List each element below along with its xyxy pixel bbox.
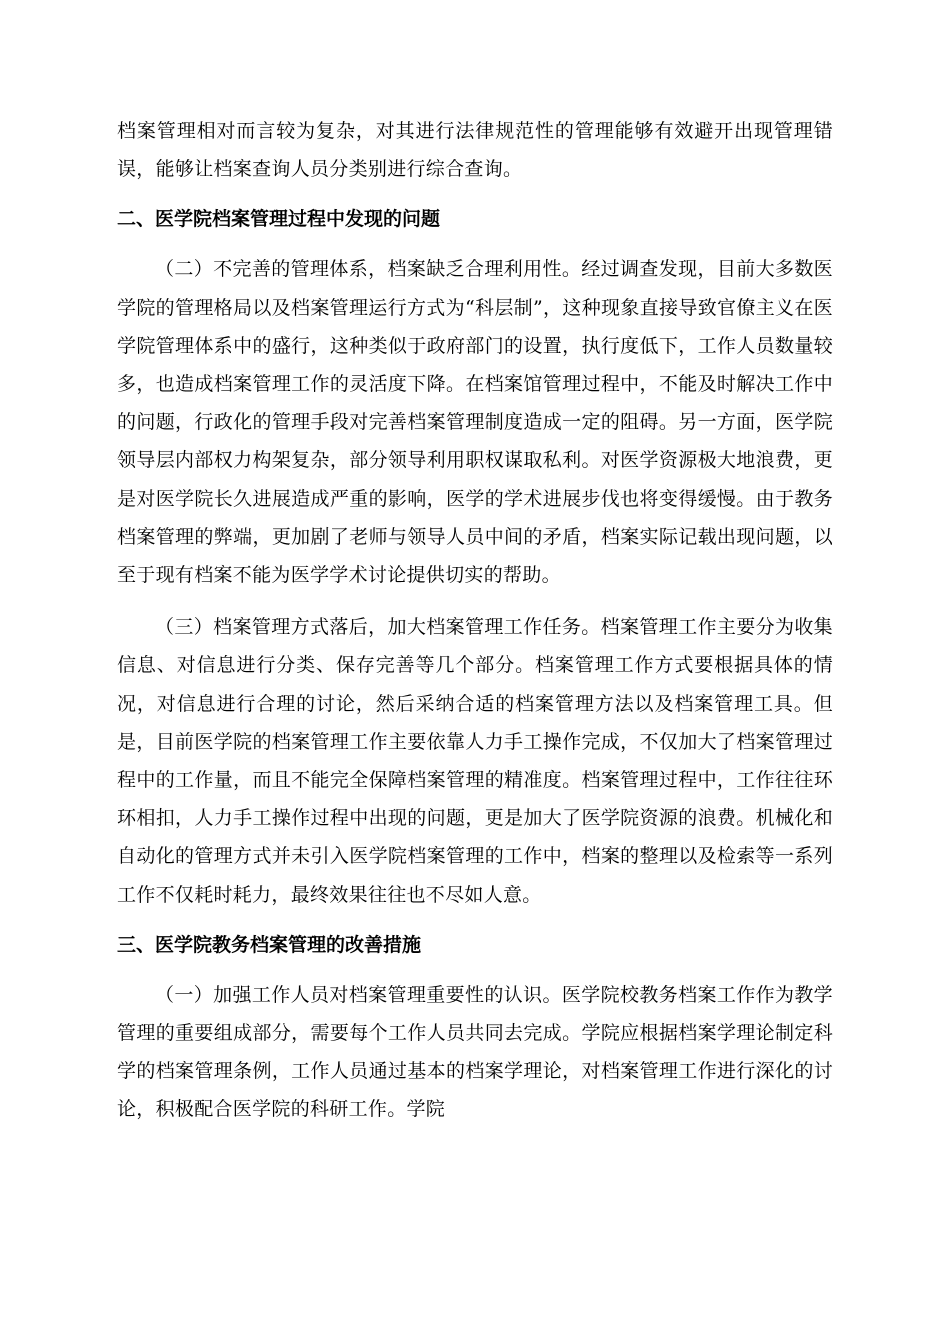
spacer bbox=[117, 594, 833, 608]
spacer bbox=[117, 914, 833, 926]
paragraph-2-3: （三）档案管理方式落后，加大档案管理工作任务。档案管理工作主要分为收集信息、对信息进行分类、保存完善等几个部分。档案管理工作方式要根据具体的情况，对信息进行合理的讨论，然后采纳合适的档案管理方法以及档案管理工具。但是，目前医学院的档案管理工作主要依靠人力手工操作完成，不仅加大了档案管理过程中的工作量，而且不能完全保障档案管理的精准度。档案管理过程中，工作往往环环相扣，人力手工操作过程中出现的问题，更是加大了医学院资源的浪费。机械化和自动化的管理方式并未引入医学院档案管理的工作中，档案的整理以及检索等一系列工作不仅耗时耗力，最终效果往往也不尽如人意。 bbox=[117, 616, 833, 906]
paragraph-3-1: （一）加强工作人员对档案管理重要性的认识。医学院校教务档案工作作为教学管理的重要组成部分，需要每个工作人员共同去完成。学院应根据档案学理论制定科学的档案管理条例，工作人员通过基本的档案学理论，对档案管理工作进行深化的讨论，积极配合医学院的科研工作。学院 bbox=[117, 983, 833, 1121]
spacer bbox=[117, 964, 833, 976]
section-heading-3: 三、医学院教务档案管理的改善措施 bbox=[117, 933, 422, 956]
paragraph-2-2: （二）不完善的管理体系，档案缺乏合理利用性。经过调查发现，目前大多数医学院的管理格局以及档案管理运行方式为“科层制”，这种现象直接导致官僚主义在医学院管理体系中的盛行，这种类似于政府部门的设置，执行度低下，工作人员数量较多，也造成档案管理工作的灵活度下降。在档案馆管理过程中，不能及时解决工作中的问题，行政化的管理手段对完善档案管理制度造成一定的阻碍。另一方面，医学院领导层内部权力构架复杂，部分领导利用职权谋取私利。对医学资源极大地浪费，更是对医学院长久进展造成严重的影响，医学的学术进展步伐也将变得缓慢。由于教务档案管理的弊端，更加剧了老师与领导人员中间的矛盾，档案实际记载出现问题，以至于现有档案不能为医学学术讨论提供切实的帮助。 bbox=[117, 258, 833, 587]
spacer bbox=[117, 238, 833, 250]
document-body bbox=[117, 112, 833, 1129]
spacer bbox=[117, 188, 833, 200]
section-heading-2: 二、医学院档案管理过程中发现的问题 bbox=[117, 208, 441, 231]
paragraph-intro-tail: 档案管理相对而言较为复杂，对其进行法律规范性的管理能够有效避开出现管理错误，能够让档案查询人员分类别进行综合查询。 bbox=[117, 120, 833, 181]
